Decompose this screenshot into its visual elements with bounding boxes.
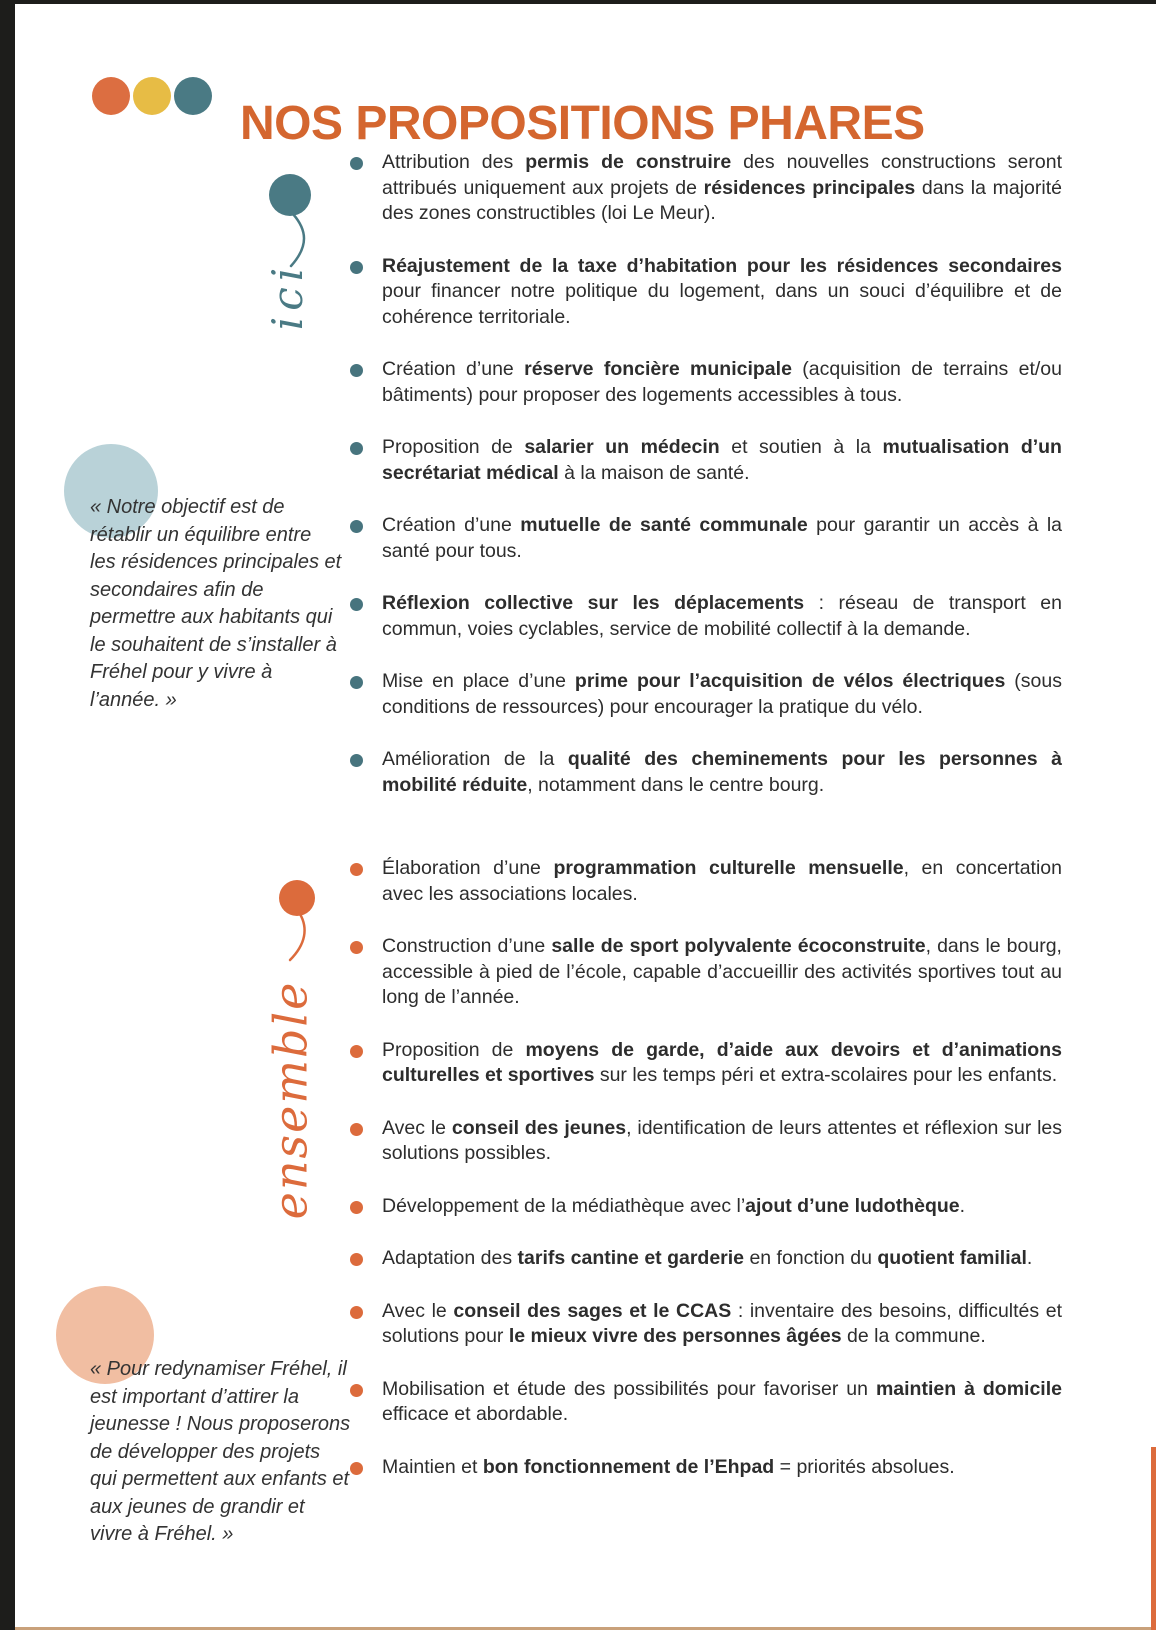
proposal-text-bold: maintien à domicile xyxy=(875,1377,1062,1400)
proposal-text-regular: Amélioration de la xyxy=(382,748,568,770)
proposal-item xyxy=(350,513,1062,564)
proposal-text-regular: (sous conditions de ressources) pour encourager la pratique du vélo. xyxy=(382,670,1062,718)
proposal-text-regular: , dans le bourg, accessible à pied de l’école, capable d’accueillir des activités sportives tout au long de l’année. xyxy=(382,935,1062,1008)
proposal-text xyxy=(382,357,1062,408)
proposal-text xyxy=(382,1246,1062,1272)
proposal-text-bold: ajout d’une ludothèque xyxy=(745,1194,960,1217)
proposal-text xyxy=(382,747,1062,798)
proposal-text-bold: moyens de garde, d’aide aux devoirs et d’animations culturelles et sportives xyxy=(382,1038,1062,1086)
proposal-item xyxy=(350,357,1062,408)
proposal-text-regular: dans la majorité des zones constructibles (loi Le Meur). xyxy=(382,176,1062,224)
proposal-text-regular: Création d’une xyxy=(382,514,521,536)
proposal-item xyxy=(350,747,1062,798)
proposal-text-regular: et soutien à la xyxy=(719,436,883,458)
bullet-dot-icon xyxy=(350,863,363,876)
proposal-text xyxy=(382,254,1062,331)
proposal-text-regular: efficace et abordable. xyxy=(382,1403,569,1425)
bullet-dot-icon xyxy=(350,676,363,689)
bullet-dot-icon xyxy=(350,941,363,954)
proposal-text-regular: Avec le xyxy=(382,1116,452,1139)
proposal-text-regular: à la maison de santé. xyxy=(558,461,750,484)
proposal-text xyxy=(382,1116,1062,1167)
proposal-item xyxy=(350,1116,1062,1167)
proposals-list-ensemble xyxy=(350,856,1062,1507)
proposal-text-regular: sur les temps péri et extra-scolaires pour les enfants. xyxy=(594,1064,1058,1086)
proposal-text-regular: : réseau de transport en commun, voies cyclables, service de mobilité collectif à la demande. xyxy=(382,592,1062,640)
proposal-text-bold: Réflexion collective sur les déplacements xyxy=(382,592,805,614)
proposal-text-regular: . xyxy=(1026,1247,1033,1269)
proposal-text-regular: Proposition de xyxy=(382,436,525,458)
proposal-text-regular: Mobilisation et étude des possibilités pour favoriser un xyxy=(382,1377,876,1400)
proposal-text-bold: quotient familial xyxy=(877,1247,1027,1269)
right-orange-accent-bar xyxy=(1151,1447,1156,1630)
proposal-text-bold: programmation culturelle mensuelle xyxy=(553,857,904,879)
bullet-dot-icon xyxy=(350,1306,363,1319)
proposal-text-bold: bon fonctionnement de l’Ehpad xyxy=(482,1455,775,1478)
proposal-text-regular: (acquisition de terrains et/ou bâtiments) pour proposer des logements accessibles à tous. xyxy=(382,358,1062,406)
teal-dot-icon xyxy=(174,77,212,115)
proposal-text-bold: tarifs cantine et garderie xyxy=(517,1247,745,1269)
proposal-text-bold: le mieux vivre des personnes âgées xyxy=(508,1325,842,1347)
proposal-text xyxy=(382,1299,1062,1350)
proposal-text xyxy=(382,435,1062,486)
proposal-item xyxy=(350,856,1062,907)
proposal-text-bold: mutualisation d’un secrétariat médical xyxy=(382,436,1062,484)
proposals-list-ici xyxy=(350,150,1062,825)
proposal-text-bold: conseil des jeunes xyxy=(451,1116,627,1139)
proposal-text-regular: Attribution des xyxy=(382,151,526,173)
proposal-text-regular: Développement de la médiathèque avec l’ xyxy=(382,1194,746,1217)
proposal-text-regular: Maintien et xyxy=(382,1455,483,1478)
bullet-dot-icon xyxy=(350,157,363,170)
bullet-dot-icon xyxy=(350,364,363,377)
quote-youth: « Pour redynamiser Fréhel, il est important d’attirer la jeunesse ! Nous proposerons de développer des projets qui permettent aux enfants et aux jeunes de grandir et vivre à Fréhel. » xyxy=(90,1358,351,1545)
proposal-text xyxy=(382,591,1062,642)
proposal-text-bold: mutuelle de santé communale xyxy=(520,514,808,536)
proposal-text xyxy=(382,1455,1062,1481)
proposal-text-bold: qualité des cheminements pour les personnes à mobilité réduite xyxy=(382,748,1062,796)
proposal-text xyxy=(382,1377,1062,1428)
proposal-text-bold: résidences principales xyxy=(703,176,916,199)
proposal-item xyxy=(350,254,1062,331)
page-left-edge-bar xyxy=(0,0,15,1630)
bullet-dot-icon xyxy=(350,520,363,533)
proposal-text xyxy=(382,150,1062,227)
proposal-item xyxy=(350,1038,1062,1089)
proposal-text-bold: conseil des sages et le CCAS xyxy=(453,1299,732,1322)
proposal-text-regular: des nouvelles constructions seront attribués uniquement aux projets de xyxy=(382,151,1062,199)
proposal-item xyxy=(350,1455,1062,1481)
bullet-dot-icon xyxy=(350,598,363,611)
proposal-item xyxy=(350,1246,1062,1272)
bullet-dot-icon xyxy=(350,442,363,455)
ensemble-circle-icon xyxy=(279,880,315,916)
proposal-item xyxy=(350,591,1062,642)
proposal-item xyxy=(350,150,1062,227)
proposal-item xyxy=(350,435,1062,486)
proposal-text-bold: prime pour l’acquisition de vélos électriques xyxy=(574,670,1006,692)
proposal-text-bold: salarier un médecin xyxy=(524,436,720,458)
proposal-item xyxy=(350,1377,1062,1428)
ici-circle-icon xyxy=(269,174,311,216)
proposal-text xyxy=(382,1038,1062,1089)
proposal-text-regular: Construction d’une xyxy=(382,935,552,957)
proposal-text-regular: en fonction du xyxy=(744,1247,878,1269)
proposal-text-regular: , identification de leurs attentes et réflexion sur les solutions possibles. xyxy=(382,1116,1062,1164)
ensemble-stem-curve-icon xyxy=(286,912,314,962)
bullet-dot-icon xyxy=(350,1201,363,1214)
proposal-item xyxy=(350,669,1062,720)
proposal-text-regular: de la commune. xyxy=(841,1325,986,1347)
proposal-text-regular: Création d’une xyxy=(382,358,525,380)
bullet-dot-icon xyxy=(350,1045,363,1058)
proposal-item xyxy=(350,934,1062,1011)
proposal-text xyxy=(382,1194,1062,1220)
ici-script-label: ici xyxy=(263,261,312,331)
proposal-text-regular: . xyxy=(959,1194,966,1217)
proposal-text-bold: salle de sport polyvalente écoconstruite xyxy=(551,935,926,957)
proposal-text-regular: Proposition de xyxy=(382,1038,526,1061)
proposal-text-regular: Avec le xyxy=(382,1299,454,1322)
bullet-dot-icon xyxy=(350,1253,363,1266)
proposal-text-regular: pour garantir un accès à la santé pour tous. xyxy=(382,514,1062,562)
proposal-text xyxy=(382,669,1062,720)
proposal-text-bold: Réajustement de la taxe d’habitation pour les résidences secondaires xyxy=(382,254,1062,277)
proposal-text xyxy=(382,934,1062,1011)
proposal-text-regular: = priorités absolues. xyxy=(774,1455,955,1478)
proposal-text-regular: pour financer notre politique du logement, dans un souci d’équilibre et de cohérence territoriale. xyxy=(382,280,1062,328)
orange-dot-icon xyxy=(92,77,130,115)
proposal-text-regular: Mise en place d’une xyxy=(382,670,575,692)
header-dots xyxy=(92,77,212,115)
proposal-text xyxy=(382,513,1062,564)
proposal-item xyxy=(350,1194,1062,1220)
bullet-dot-icon xyxy=(350,1123,363,1136)
proposal-text xyxy=(382,856,1062,907)
ensemble-script-label: ensemble xyxy=(263,980,318,1220)
yellow-dot-icon xyxy=(133,77,171,115)
proposal-text-regular: , en concertation avec les associations locales. xyxy=(382,857,1062,905)
proposal-text-regular: Adaptation des xyxy=(382,1247,518,1269)
quote-housing: « Notre objectif est de rétablir un équilibre entre les résidences principales et secondaires afin de permettre aux habitants qui le souhaitent de s’installer à Fréhel pour y vivre à l’année. » xyxy=(90,496,342,711)
proposal-text-bold: permis de construire xyxy=(525,151,732,173)
proposal-text-regular: : inventaire des besoins, difficultés et solutions pour xyxy=(382,1299,1063,1347)
proposal-item xyxy=(350,1299,1062,1350)
bullet-dot-icon xyxy=(350,261,363,274)
page-title: NOS PROPOSITIONS PHARES xyxy=(240,97,925,151)
proposal-text-bold: réserve foncière municipale xyxy=(524,358,792,380)
proposal-text-regular: , notamment dans le centre bourg. xyxy=(527,773,825,796)
bullet-dot-icon xyxy=(350,754,363,767)
proposal-text-regular: Élaboration d’une xyxy=(382,857,554,879)
page-top-edge-bar xyxy=(0,0,1156,4)
